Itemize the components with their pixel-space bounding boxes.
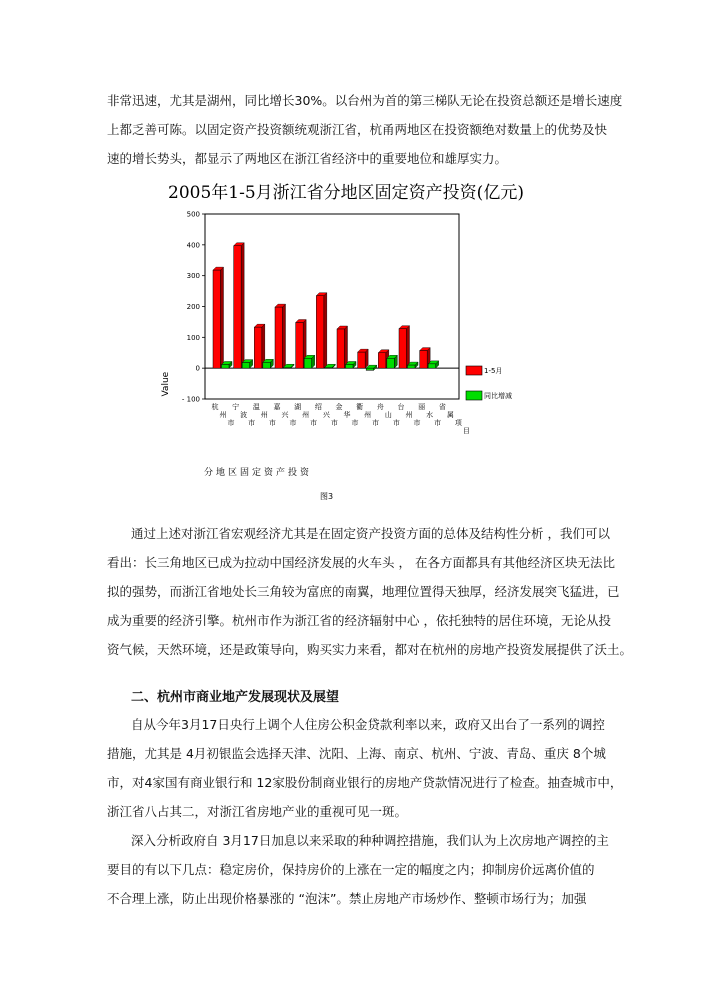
intro-line: 非常迅速，尤其是湖州，同比增长30%。以台州为首的第三梯队无论在投资总额还是增长速度 [107, 93, 623, 108]
y-tick-label: 0 [195, 364, 200, 373]
category-label-char: 嘉 [273, 403, 281, 411]
category-label-char: 市 [413, 419, 421, 427]
y-tick-label: 500 [186, 210, 200, 219]
y-tick-label: 300 [186, 272, 200, 281]
chart-title: 2005年1-5月浙江省分地区固定资产投资(亿元) [168, 183, 524, 203]
bar-series-1 [254, 327, 262, 368]
analysis-paragraph [107, 519, 633, 664]
section2-paragraph-1 [107, 710, 623, 826]
legend-swatch [466, 391, 482, 400]
analysis-line: 看出：长三角地区已成为拉动中国经济发展的火车头 ， 在各方面都具有其他经济区块无法比 [107, 555, 615, 570]
bar-series-1 [275, 307, 283, 368]
analysis-line: 通过上述对浙江省宏观经济尤其是在固定资产投资方面的总体及结构性分析 ，我们可以 [131, 526, 610, 541]
section2-line: 深入分析政府自 3月17日加息以来采取的种种调控措施，我们认为上次房地产调控的主 [131, 833, 609, 848]
bar-series-1 [358, 352, 366, 368]
analysis-line: 成为重要的经济引擎。杭州市作为浙江省的经济辐射中心 ，依托独特的居住环境，无论从投 [107, 613, 611, 628]
category-label-char: 市 [268, 419, 276, 427]
category-label-char: 兴 [281, 411, 289, 419]
legend-swatch [466, 366, 482, 375]
bar-series-2 [325, 367, 333, 368]
section2-line: 自从今年3月17日央行上调个人住房公积金贷款利率以来，政府又出台了一系列的调控 [131, 717, 605, 732]
category-label-char: 属 [446, 411, 454, 419]
category-label-char: 华 [343, 411, 351, 419]
bar-series-2 [408, 365, 416, 368]
bar-series-2 [222, 364, 230, 368]
y-tick-label: 400 [186, 241, 200, 250]
bar-series-2 [263, 362, 271, 368]
chart-y-axis-label: Value [161, 371, 171, 397]
chart-x-axis-label: 分地区固定资产投资 [204, 468, 313, 478]
category-label-char: 州 [302, 411, 310, 419]
y-tick-label: 100 [186, 333, 200, 342]
section-heading: 二、杭州市商业地产发展现状及展望 [131, 690, 340, 705]
category-label-char: 兴 [322, 411, 330, 419]
category-label-char: 市 [227, 419, 235, 427]
category-label-char: 波 [240, 411, 248, 419]
intro-line: 速的增长势头，都显示了两地区在浙江省经济中的重要地位和雄厚实力。 [107, 151, 508, 166]
intro-paragraph [107, 86, 623, 173]
category-label-char: 绍 [314, 403, 322, 411]
bar-side [365, 349, 368, 368]
analysis-line: 资气候，天然环境，还是政策导向，购买实力来看，都对在杭州的房地产投资发展提供了沃土。 [107, 642, 633, 657]
bar-series-1 [378, 353, 386, 368]
y-tick-label: - 100 [181, 395, 200, 404]
category-label-char: 市 [351, 419, 359, 427]
category-label-char: 项 [454, 419, 462, 427]
category-label-char: 州 [364, 411, 372, 419]
section2-line: 措施，尤其是 4月初银监会选择天津、沈阳、上海、南京、杭州、宁波、青岛、重庆 8个城 [107, 746, 606, 761]
category-label-char: 市 [310, 419, 318, 427]
bar-series-1 [234, 246, 242, 368]
bar-series-2 [346, 364, 354, 368]
section2-line: 市，对4家国有商业银行和 12家股份制商业银行的房地产贷款情况进行了检查。抽查城市中， [107, 775, 623, 790]
category-label-char: 山 [384, 411, 392, 419]
category-label-char: 市 [434, 419, 442, 427]
figure-caption: 图3 [320, 492, 334, 501]
bar-series-1 [296, 323, 304, 369]
section2-line: 不合理上涨，防止出现价格暴涨的 “泡沫”。禁止房地产市场炒作、整顿市场行为；加强 [107, 891, 587, 906]
category-label-char: 市 [248, 419, 256, 427]
category-label-char: 丽 [418, 403, 426, 411]
category-label-char: 金 [335, 403, 343, 411]
category-label-char: 市 [289, 419, 297, 427]
legend-label: 1-5月 [484, 367, 503, 375]
bar-side [241, 243, 244, 368]
y-tick-label: 200 [186, 303, 200, 311]
category-label-char: 杭 [211, 403, 219, 411]
category-label-char: 市 [372, 419, 380, 427]
category-label-char: 水 [426, 411, 434, 419]
bar-series-2 [242, 363, 250, 369]
bar-side [283, 304, 286, 368]
bar-side [407, 326, 410, 368]
bar-series-1 [420, 351, 428, 369]
bar-series-2 [304, 358, 312, 368]
category-label-char: 州 [260, 411, 268, 419]
section2-line: 浙江省八占其二，对浙江省房地产业的重视可见一斑。 [107, 804, 408, 819]
category-label-char: 省 [438, 403, 446, 411]
bar-series-2 [428, 364, 436, 368]
bar-series-1 [213, 270, 221, 368]
bar-series-2 [284, 367, 292, 368]
section2-paragraph-2 [107, 826, 609, 913]
category-label-char: 市 [330, 419, 338, 427]
bar-series-2 [387, 358, 395, 368]
category-label-char: 衢 [356, 403, 364, 411]
legend-label: 同比增减 [484, 392, 512, 400]
bar-series-1 [316, 296, 324, 368]
bar-series-2 [366, 368, 374, 370]
category-label-char: 湖 [294, 403, 302, 411]
category-label-char: 州 [219, 411, 227, 419]
category-label-char: 温 [252, 403, 260, 411]
category-label-char: 台 [397, 403, 405, 411]
bar-series-1 [399, 329, 407, 368]
analysis-line: 拟的强势，而浙江省地处长三角较为富庶的南翼，地理位置得天独厚，经济发展突飞猛进，已 [107, 584, 620, 599]
category-label-char: 宁 [232, 403, 240, 411]
bar-side [324, 293, 327, 368]
bar-side [221, 267, 224, 368]
category-label-char: 目 [462, 427, 470, 435]
intro-line: 上都乏善可陈。以固定资产投资额统观浙江省，杭甬两地区在投资额绝对数量上的优势及快 [107, 122, 608, 137]
section2-line: 要目的有以下几点：稳定房价，保持房价的上涨在一定的幅度之内；抑制房价远离价值的 [107, 862, 595, 877]
bar-side [345, 326, 348, 368]
category-label-char: 市 [392, 419, 400, 427]
bar-series-1 [337, 329, 345, 368]
category-label-char: 舟 [376, 403, 384, 411]
investment-bar-chart [150, 178, 570, 508]
category-label-char: 州 [405, 411, 413, 419]
